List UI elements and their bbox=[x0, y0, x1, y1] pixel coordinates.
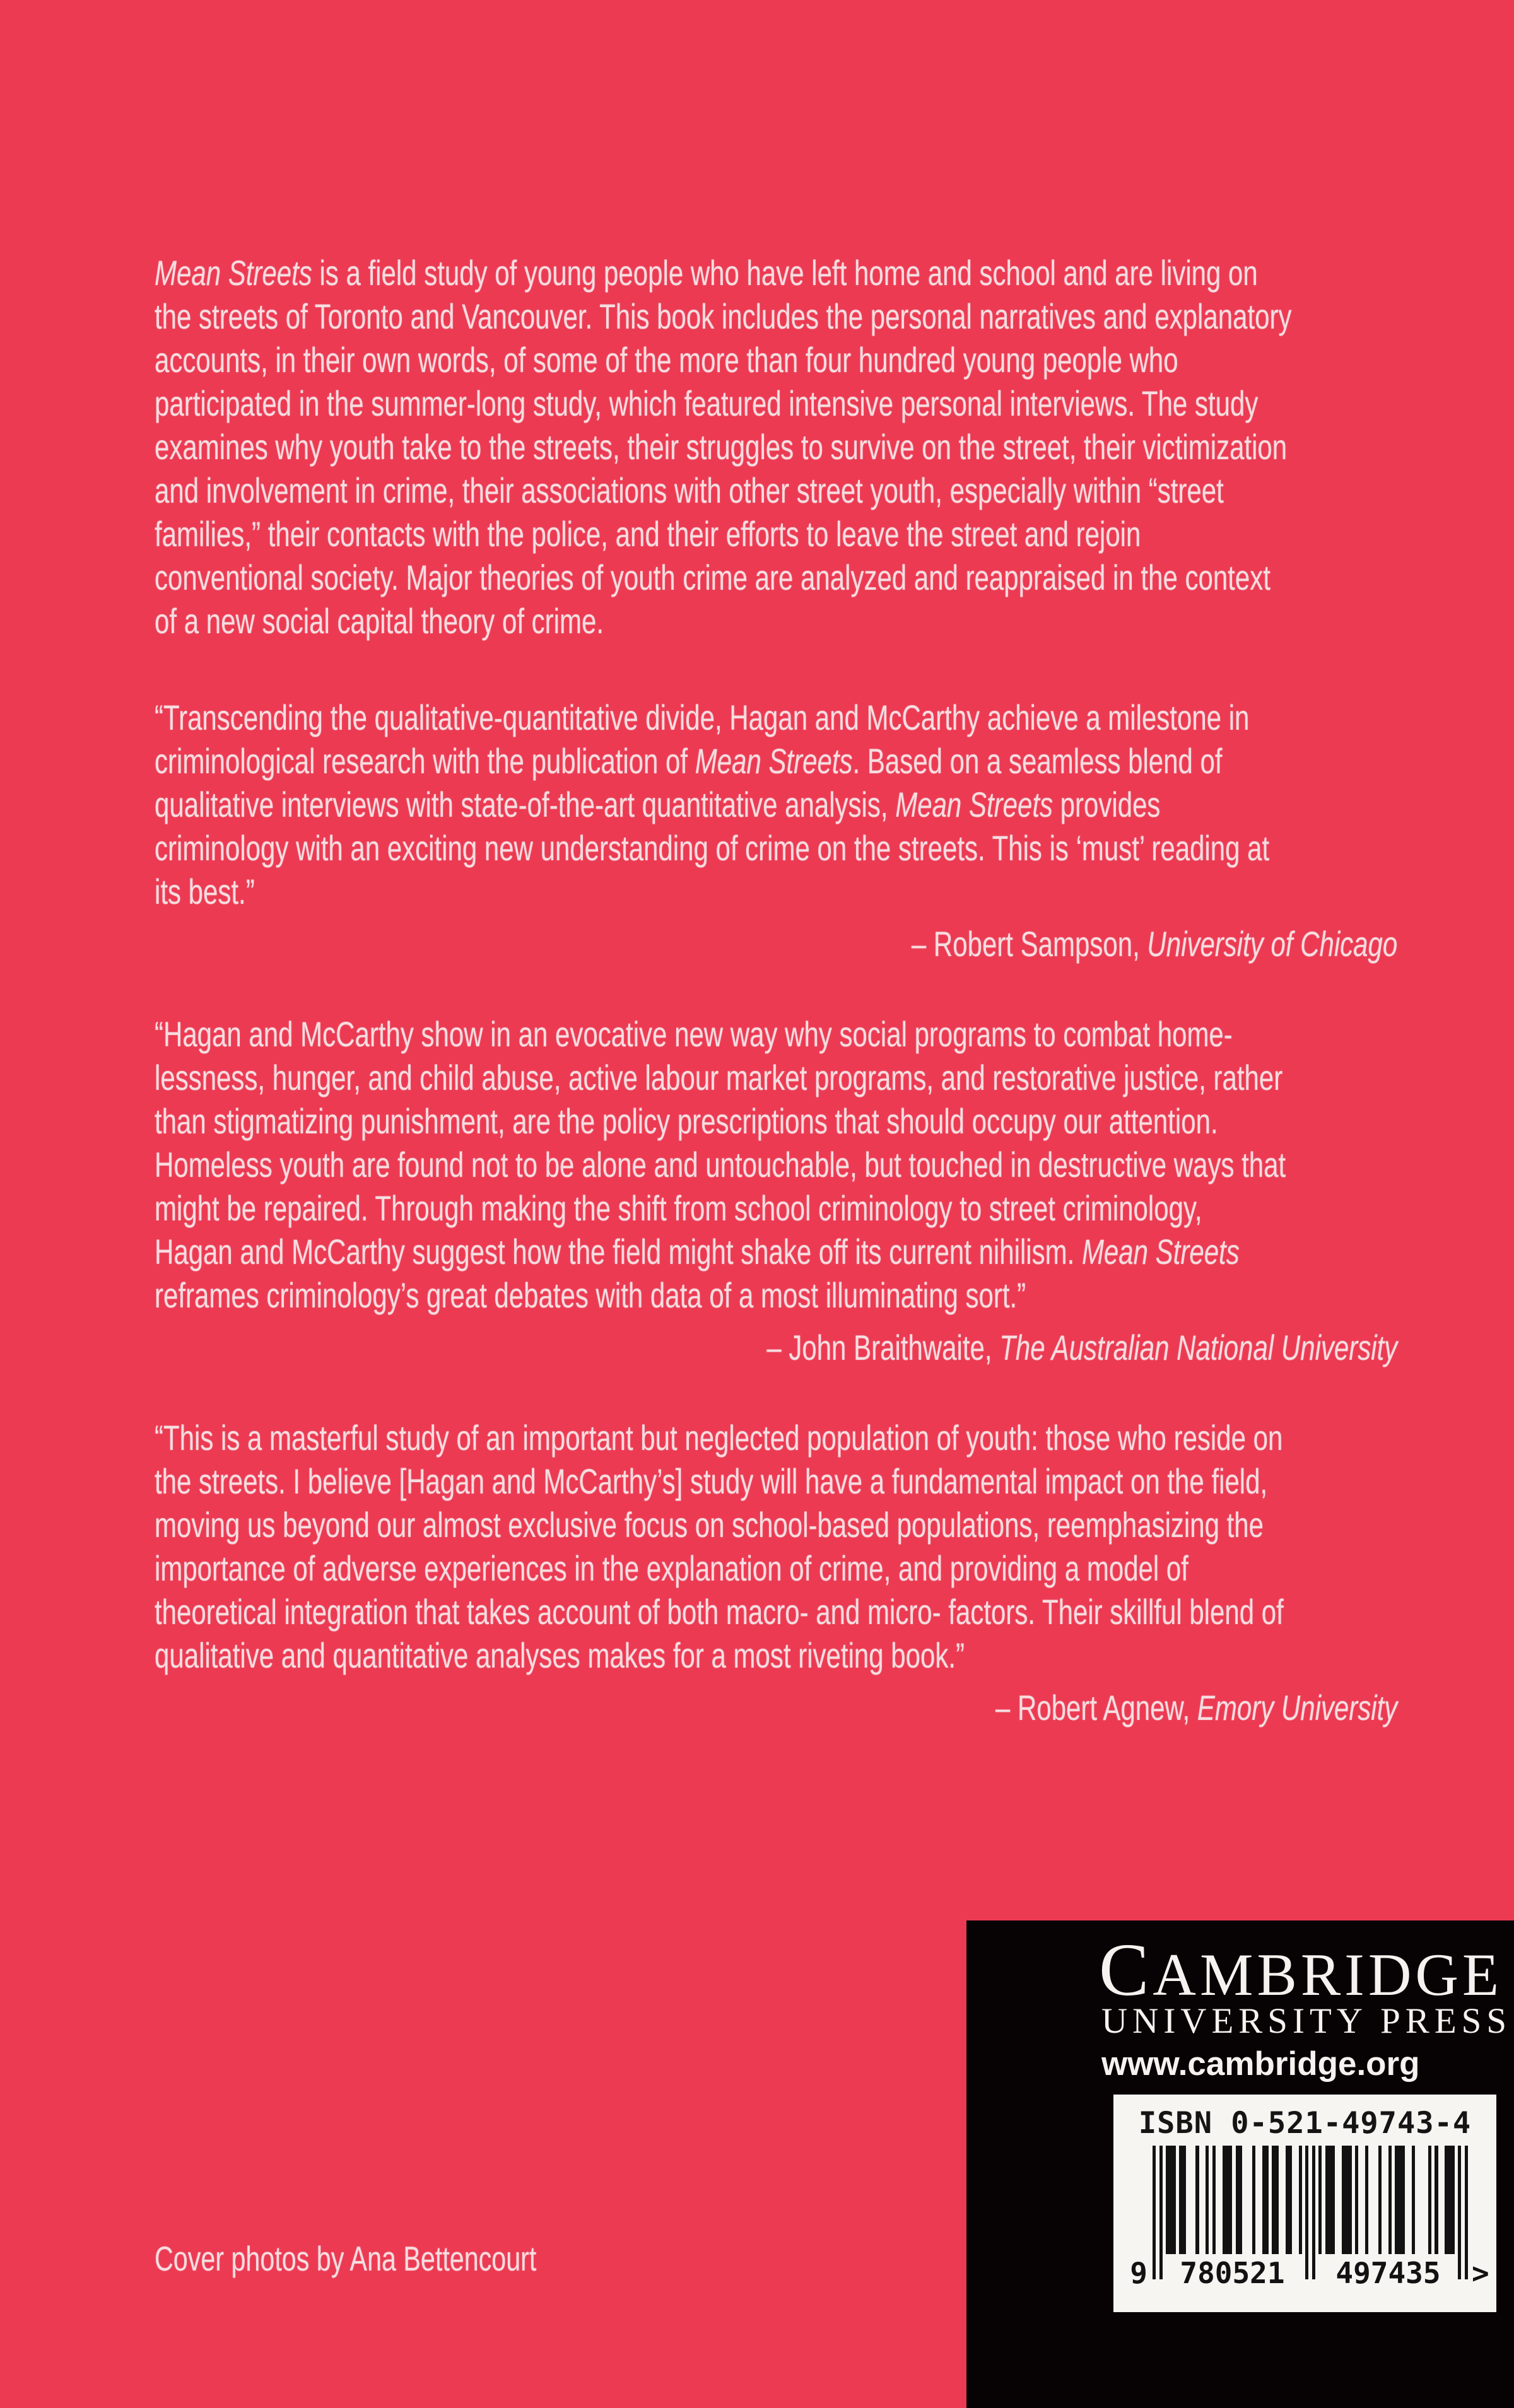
barcode-bar bbox=[1223, 2146, 1233, 2254]
publisher-logo-rest: AMBRIDGE bbox=[1153, 1941, 1503, 2008]
barcode-bar bbox=[1206, 2146, 1209, 2254]
barcode-bar bbox=[1365, 2146, 1368, 2254]
barcode-bar bbox=[1212, 2146, 1216, 2254]
barcode-bar bbox=[1435, 2146, 1438, 2254]
barcode-bar bbox=[1465, 2146, 1468, 2279]
barcode-bar bbox=[1318, 2146, 1322, 2254]
barcode-digit-system: 9 bbox=[1130, 2256, 1147, 2290]
review-attribution-3: – Robert Agnew, Emory University bbox=[995, 1688, 1398, 1727]
barcode-bar bbox=[1252, 2146, 1255, 2254]
publisher-logo-initial: C bbox=[1099, 1928, 1153, 2011]
barcode-bar bbox=[1395, 2146, 1405, 2254]
barcode-bar bbox=[1179, 2146, 1186, 2254]
barcode-digits-right: 497435 bbox=[1335, 2256, 1441, 2290]
review-quote-3: “This is a masterful study of an important but neglected population of youth: those who reside on the streets. I believe [Hagan and McCarthy’s] study will have a fundamental impact on the field, moving us beyond our almost exclusive focus on school-based populations, reemphasizing the importance of adverse experiences in the explanation of crime, and providing a model of theoretical integration that takes account of both macro- and micro- factors. Their skillful blend of qualitative and quantitative analyses makes for a most riveting book.” bbox=[155, 1418, 1284, 1675]
review-quote-1: “Transcending the qualitative-quantitative divide, Hagan and McCarthy achieve a milestone in criminological research with the publication of Mean Streets. Based on a seamless blend of qualitative interviews with state-of-the-art quantitative analysis, Mean Streets provides criminology with an exciting new understanding of crime on the streets. This is ‘must’ reading at its best.” bbox=[155, 698, 1270, 911]
publisher-website: www.cambridge.org bbox=[1101, 2045, 1420, 2083]
review-attribution-1: – Robert Sampson, University of Chicago bbox=[911, 924, 1398, 964]
barcode-bar bbox=[1286, 2146, 1293, 2254]
barcode-bar bbox=[1388, 2146, 1392, 2254]
barcode-bar bbox=[1262, 2146, 1269, 2254]
barcode-bar bbox=[1195, 2146, 1199, 2254]
barcode-indicator: > bbox=[1472, 2256, 1489, 2290]
publisher-panel bbox=[966, 1920, 1514, 2408]
barcode-bar bbox=[1458, 2146, 1461, 2279]
barcode-bar bbox=[1428, 2146, 1431, 2254]
barcode-bar bbox=[1445, 2146, 1455, 2254]
barcode-bar bbox=[1236, 2146, 1243, 2254]
isbn-barcode-box bbox=[1113, 2095, 1496, 2312]
barcode-bar bbox=[1305, 2146, 1308, 2279]
back-cover-text bbox=[155, 251, 1397, 1776]
barcode-bar bbox=[1355, 2146, 1358, 2254]
isbn-number: ISBN 0-521-49743-4 bbox=[1138, 2106, 1472, 2141]
barcode-bar bbox=[1325, 2146, 1335, 2254]
barcode-bar bbox=[1166, 2146, 1176, 2254]
publisher-subtitle: UNIVERSITY PRESS bbox=[1101, 2001, 1512, 2041]
barcode-bar bbox=[1299, 2146, 1302, 2254]
publisher-logo bbox=[1099, 1928, 1503, 2013]
barcode-digits-left: 780521 bbox=[1180, 2256, 1285, 2290]
cover-photo-credit: Cover photos by Ana Bettencourt bbox=[155, 2239, 537, 2278]
review-attribution-2: – John Braithwaite, The Australian National University bbox=[766, 1328, 1398, 1367]
barcode-bar bbox=[1412, 2146, 1415, 2254]
barcode-bar bbox=[1342, 2146, 1352, 2254]
review-quote-2: “Hagan and McCarthy show in an evocative new way why social programs to combat home- lessness, hunger, and child abuse, active labour market programs, and restorative justice, rather than stigmatizing punishment, are the policy prescriptions that should occupy our attention. Homeless youth are found not to be alone and untouchable, but touched in destructive ways that might be repaired. Through making the shift from school criminology to street criminology, Hagan and McCarthy suggest how the field might shake off its current nihilism. Mean Streets reframes criminology’s great debates with data of a most illuminating sort.” bbox=[155, 1014, 1286, 1315]
barcode-bar bbox=[1272, 2146, 1279, 2254]
barcode-bar bbox=[1312, 2146, 1315, 2279]
barcode-bar bbox=[1159, 2146, 1163, 2279]
barcode-bar bbox=[1153, 2146, 1156, 2279]
ean-barcode bbox=[1130, 2146, 1489, 2296]
barcode-bar bbox=[1378, 2146, 1382, 2254]
synopsis-paragraph: Mean Streets is a field study of young people who have left home and school and are living on the streets of Toronto and Vancouver. This book includes the personal narratives and explanatory accounts, in their own words, of some of the more than four hundred young people who participated in the summer-long study, which featured intensive personal interviews. The study examines why youth take to the streets, their struggles to survive on the street, their victimization and involvement in crime, their associations with other street youth, especially within “street families,” their contacts with the police, and their efforts to leave the street and rejoin conventional society. Major theories of youth crime are analyzed and reappraised in the context of a new social capital theory of crime. bbox=[155, 253, 1292, 641]
